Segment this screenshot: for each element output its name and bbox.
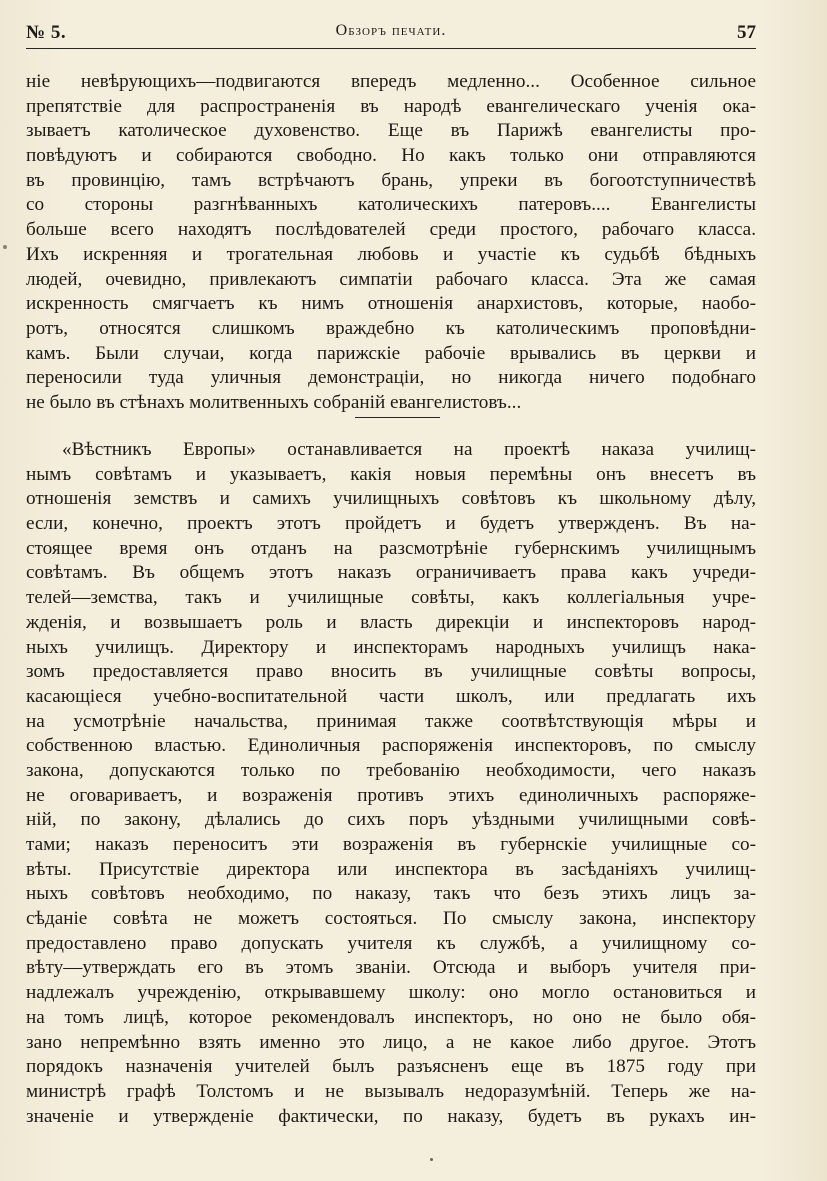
text-line: зываетъ католическое духовенство. Еще въ Парижѣ евангелисты про- [26, 120, 756, 142]
text-line: надлежалъ учрежденію, открывавшему школу: оно могло остановиться и [26, 982, 756, 1004]
text-line: жденія, и возвышаетъ роль и власть дирекціи и инспекторовъ народ- [26, 611, 756, 633]
paper-speck [3, 245, 7, 249]
text-line: собственною властью. Единоличныя распоряженія инспекторовъ, по смыслу [26, 735, 756, 757]
page-number: 57 [737, 22, 756, 43]
text-line: ніе невѣрующихъ—подвигаются впередъ медленно... Особенное сильное [26, 71, 756, 92]
text-line: порядокъ назначенія учителей былъ разъясненъ еще въ 1875 году при [26, 1056, 756, 1078]
text-line: не было въ стѣнахъ молитвенныхъ собраній евангелистовъ... [26, 391, 522, 413]
paragraph-1 [26, 70, 756, 416]
text-line: предоставлено право допускать учителя къ службѣ, а училищному со- [26, 932, 756, 954]
text-line: зомъ предоставляется право вносить въ училищные совѣты вопросы, [26, 661, 756, 683]
text-line: зано непремѣнно взять именно это лицо, а не какое либо другое. Этотъ [26, 1031, 756, 1053]
text-line: на усмотрѣніе начальства, принимая также соотвѣтствующія мѣры и [26, 710, 756, 732]
text-line: вѣту—утверждать его въ этомъ званіи. Отсюда и выборъ учителя при- [26, 957, 756, 979]
text-line: не оговариваетъ, и возраженія противъ этихъ единоличныхъ распоряже- [26, 784, 756, 806]
text-line: искренность смягчаетъ къ нимъ отношенія анархистовъ, которые, наобо- [26, 293, 756, 315]
text-line: если, конечно, проектъ этотъ пройдетъ и будетъ утвержденъ. Въ на- [26, 513, 756, 535]
text-line: касающіеся учебно-воспитательной части школъ, или предлагать ихъ [26, 685, 756, 707]
issue-number: № 5. [26, 22, 67, 43]
text-line: больше всего находятъ послѣдователей среди простого, рабочаго класса. [26, 219, 756, 241]
text-line: закона, допускаются только по требованію необходимости, чего наказъ [26, 759, 756, 781]
text-line: со стороны разгнѣванныхъ католическихъ патеровъ.... Евангелисты [26, 194, 756, 216]
text-line: тами; наказъ переноситъ эти возраженія въ губернскіе училищные со- [26, 834, 756, 855]
text-line: на томъ лицѣ, которое рекомендовалъ инспекторъ, но оно не было обя- [26, 1006, 756, 1028]
text-line: министрѣ графѣ Толстомъ и не вызывалъ недоразумѣній. Теперь же на- [26, 1080, 756, 1102]
text-line: переносили туда уличныя демонстраціи, но никогда ничего подобнаго [26, 367, 756, 389]
text-line: людей, очевидно, привлекаютъ симпатіи рабочаго класса. Эта же самая [26, 268, 756, 290]
page-header [26, 22, 756, 48]
text-line: отношенія земствъ и самихъ училищныхъ совѣтовъ къ школьному дѣлу, [26, 488, 756, 510]
text-line: ныхъ училищъ. Директору и инспекторамъ народныхъ училищъ нака- [26, 636, 756, 658]
text-line: совѣтамъ. Въ общемъ этотъ наказъ ограничиваетъ права какъ учреди- [26, 562, 756, 584]
text-line: нымъ совѣтамъ и указываетъ, какія новыя перемѣны онъ внесетъ въ [26, 463, 756, 485]
text-line: стоящее время онъ отданъ на разсмотрѣніе губернскимъ училищнымъ [26, 537, 756, 559]
text-line: телей—земства, такъ и училищные совѣты, какъ коллегіальныя учре- [26, 587, 756, 609]
text-line: Ихъ искренняя и трогательная любовь и участіе къ судьбѣ бѣдныхъ [26, 243, 756, 265]
text-line: вѣты. Присутствіе директора или инспектора въ засѣданіяхъ училищ- [26, 858, 756, 880]
text-line: ныхъ совѣтовъ необходимо, по наказу, такъ что безъ этихъ лицъ за- [26, 883, 756, 905]
paragraph-2 [26, 438, 756, 1129]
text-line: значеніе и утвержденіе фактически, по наказу, будетъ въ рукахъ ин- [26, 1105, 756, 1127]
running-title: Обзоръ печати. [335, 22, 447, 39]
text-line: камъ. Были случаи, когда парижскіе рабочіе врывались въ церкви и [26, 342, 756, 364]
text-line: препятствіе для распространенія въ народѣ евангелическаго ученія ока- [26, 95, 756, 117]
section-separator [355, 417, 440, 418]
text-line: ротъ, относятся слишкомъ враждебно къ католическимъ проповѣдни- [26, 317, 756, 339]
text-line: повѣдуютъ и собираются свободно. Но какъ только они отправляются [26, 145, 756, 167]
paper-speck [430, 1158, 433, 1161]
header-rule [26, 48, 756, 49]
text-line: «Вѣстникъ Европы» останавливается на проектѣ наказа училищ- [62, 439, 756, 460]
text-line: сѣданіе совѣта не можетъ состояться. По смыслу закона, инспектору [26, 908, 756, 930]
text-line: ній, по закону, дѣлались до сихъ поръ уѣздными училищными совѣ- [26, 809, 756, 831]
text-line: въ провинцію, тамъ встрѣчаютъ брань, упреки въ богоотступничествѣ [26, 169, 756, 191]
